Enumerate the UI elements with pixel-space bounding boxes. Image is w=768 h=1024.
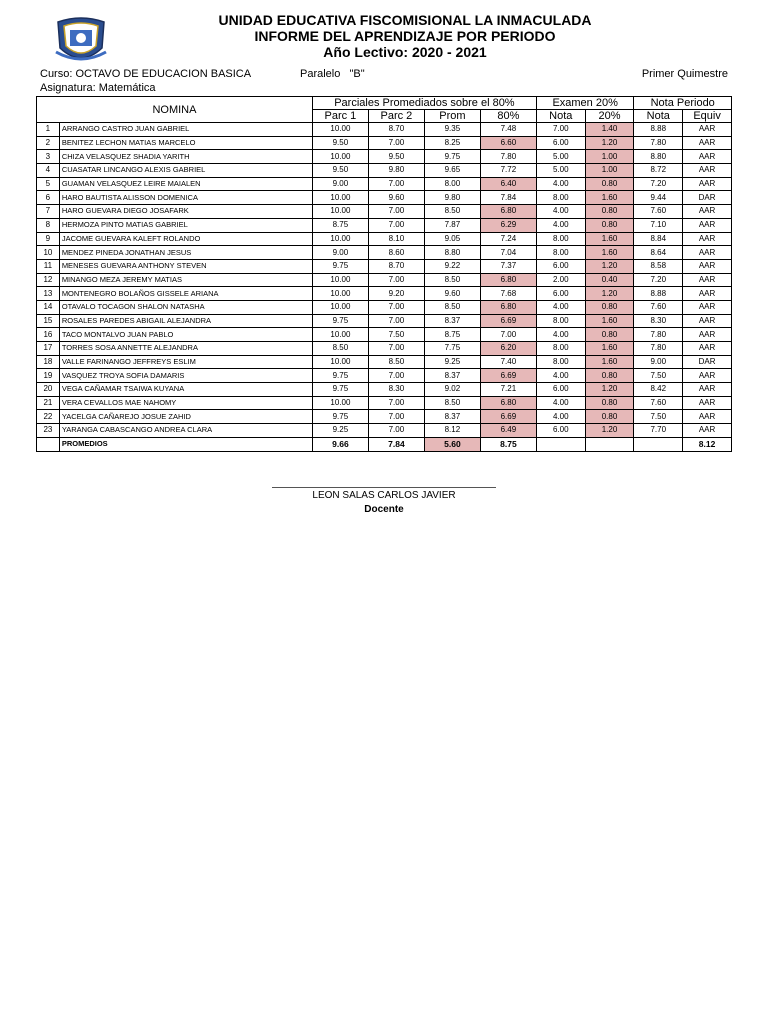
col-header-80pct: 80% — [480, 110, 536, 123]
student-name: VEGA CAÑAMAR TSAIWA KUYANA — [59, 383, 312, 397]
cell-parc1: 10.00 — [312, 273, 368, 287]
cell-prom: 9.05 — [424, 232, 480, 246]
cell-periodo-nota: 7.50 — [634, 410, 683, 424]
cell-parc1: 9.75 — [312, 314, 368, 328]
cell-periodo-nota: 7.20 — [634, 177, 683, 191]
cell-equiv: AAR — [683, 177, 732, 191]
cell-parc2: 7.00 — [368, 424, 424, 438]
cell-periodo-nota: 9.00 — [634, 355, 683, 369]
cell-prom: 8.50 — [424, 273, 480, 287]
cell-examen-nota: 4.00 — [536, 369, 585, 383]
signature-line — [272, 487, 496, 488]
subject-label: Asignatura: Matemática — [40, 82, 156, 94]
cell-examen-nota: 6.00 — [536, 259, 585, 273]
cell-parc2: 9.80 — [368, 164, 424, 178]
table-row — [37, 191, 732, 205]
cell-20pct: 0.40 — [585, 273, 634, 287]
table-row — [37, 342, 732, 356]
cell-parc1: 9.75 — [312, 410, 368, 424]
student-name: MINANGO MEZA JEREMY MATIAS — [59, 273, 312, 287]
cell-equiv: AAR — [683, 218, 732, 232]
row-number: 23 — [37, 424, 60, 438]
cell-20pct: 1.60 — [585, 342, 634, 356]
row-number: 22 — [37, 410, 60, 424]
cell-80pct: 6.80 — [480, 205, 536, 219]
cell-examen-nota: 4.00 — [536, 328, 585, 342]
cell-parc1: 8.75 — [312, 218, 368, 232]
cell-80pct: 7.21 — [480, 383, 536, 397]
cell-periodo-nota: 7.60 — [634, 300, 683, 314]
cell-periodo-nota: 8.88 — [634, 123, 683, 137]
table-row — [37, 164, 732, 178]
student-name: MENESES GUEVARA ANTHONY STEVEN — [59, 259, 312, 273]
table-row — [37, 205, 732, 219]
cell-examen-nota: 6.00 — [536, 383, 585, 397]
row-number: 20 — [37, 383, 60, 397]
student-name: ROSALES PAREDES ABIGAIL ALEJANDRA — [59, 314, 312, 328]
cell-80pct: 6.80 — [480, 300, 536, 314]
cell-periodo-nota: 7.80 — [634, 342, 683, 356]
cell-20pct: 1.00 — [585, 150, 634, 164]
cell-prom: 8.75 — [424, 328, 480, 342]
cell-20pct: 0.80 — [585, 328, 634, 342]
cell-parc1: 10.00 — [312, 232, 368, 246]
row-number: 11 — [37, 259, 60, 273]
cell-examen-nota: 5.00 — [536, 150, 585, 164]
cell-20pct: 1.60 — [585, 355, 634, 369]
cell-80pct: 6.69 — [480, 369, 536, 383]
col-header-examen-nota: Nota — [536, 110, 585, 123]
student-name: OTAVALO TOCAGON SHALON NATASHA — [59, 300, 312, 314]
cell-parc1: 10.00 — [312, 396, 368, 410]
cell-examen-nota: 6.00 — [536, 136, 585, 150]
cell-parc2: 9.60 — [368, 191, 424, 205]
examen-group-header: Examen 20% — [536, 97, 634, 110]
cell-parc2: 7.00 — [368, 410, 424, 424]
cell-parc2: 7.00 — [368, 218, 424, 232]
row-number: 12 — [37, 273, 60, 287]
cell-periodo-nota: 8.80 — [634, 150, 683, 164]
cell-examen-nota: 8.00 — [536, 314, 585, 328]
cell-80pct: 7.48 — [480, 123, 536, 137]
student-name: CUASATAR LINCANGO ALEXIS GABRIEL — [59, 164, 312, 178]
cell-periodo-nota: 7.10 — [634, 218, 683, 232]
row-number: 17 — [37, 342, 60, 356]
table-row — [37, 232, 732, 246]
cell-equiv: AAR — [683, 259, 732, 273]
cell-parc2: 8.30 — [368, 383, 424, 397]
row-number: 5 — [37, 177, 60, 191]
table-row — [37, 136, 732, 150]
cell-parc1: 9.75 — [312, 383, 368, 397]
cell-prom: 8.50 — [424, 205, 480, 219]
row-number: 7 — [37, 205, 60, 219]
table-row — [37, 273, 732, 287]
student-name: YARANGA CABASCANGO ANDREA CLARA — [59, 424, 312, 438]
cell-equiv: AAR — [683, 383, 732, 397]
cell-parc1: 10.00 — [312, 205, 368, 219]
school-title: UNIDAD EDUCATIVA FISCOMISIONAL LA INMACULADA — [218, 12, 592, 28]
report-header — [150, 12, 660, 60]
cell-equiv: AAR — [683, 369, 732, 383]
cell-prom: 8.50 — [424, 396, 480, 410]
cell-parc1: 10.00 — [312, 355, 368, 369]
cell-80pct: 6.80 — [480, 273, 536, 287]
cell-equiv: AAR — [683, 342, 732, 356]
cell-parc2: 8.70 — [368, 123, 424, 137]
cell-prom: 8.37 — [424, 314, 480, 328]
averages-blank — [37, 437, 60, 451]
cell-prom: 9.22 — [424, 259, 480, 273]
cell-prom: 8.80 — [424, 246, 480, 260]
cell-80pct: 6.49 — [480, 424, 536, 438]
cell-80pct: 6.29 — [480, 218, 536, 232]
row-number: 16 — [37, 328, 60, 342]
cell-parc2: 8.70 — [368, 259, 424, 273]
cell-equiv: DAR — [683, 355, 732, 369]
table-row — [37, 259, 732, 273]
teacher-role: Docente — [364, 504, 404, 515]
cell-parc2: 7.00 — [368, 314, 424, 328]
student-name: HARO GUEVARA DIEGO JOSAFARK — [59, 205, 312, 219]
student-name: YACELGA CAÑAREJO JOSUE ZAHID — [59, 410, 312, 424]
nomina-header: NOMINA — [37, 97, 313, 123]
row-number: 19 — [37, 369, 60, 383]
cell-20pct: 1.60 — [585, 314, 634, 328]
cell-20pct: 1.20 — [585, 259, 634, 273]
school-year: Año Lectivo: 2020 - 2021 — [323, 44, 487, 60]
cell-parc2: 7.50 — [368, 328, 424, 342]
cell-equiv: AAR — [683, 205, 732, 219]
cell-20pct: 0.80 — [585, 300, 634, 314]
table-row — [37, 383, 732, 397]
period-label: Primer Quimestre — [641, 68, 728, 80]
col-header-prom: Prom — [424, 110, 480, 123]
cell-parc1: 9.50 — [312, 136, 368, 150]
cell-periodo-nota: 8.30 — [634, 314, 683, 328]
cell-80pct: 6.69 — [480, 410, 536, 424]
cell-examen-nota: 4.00 — [536, 410, 585, 424]
cell-equiv: AAR — [683, 164, 732, 178]
row-number: 6 — [37, 191, 60, 205]
cell-examen-nota: 6.00 — [536, 424, 585, 438]
avg-80pct: 8.75 — [480, 437, 536, 451]
cell-equiv: AAR — [683, 123, 732, 137]
cell-examen-nota: 4.00 — [536, 177, 585, 191]
cell-20pct: 0.80 — [585, 410, 634, 424]
cell-20pct: 1.20 — [585, 424, 634, 438]
student-name: CHIZA VELASQUEZ SHADIA YARITH — [59, 150, 312, 164]
cell-parc2: 9.20 — [368, 287, 424, 301]
student-name: MONTENEGRO BOLAÑOS GISSELE ARIANA — [59, 287, 312, 301]
row-number: 13 — [37, 287, 60, 301]
cell-parc2: 7.00 — [368, 342, 424, 356]
cell-parc2: 7.00 — [368, 300, 424, 314]
cell-periodo-nota: 8.72 — [634, 164, 683, 178]
cell-prom: 9.35 — [424, 123, 480, 137]
cell-periodo-nota: 8.42 — [634, 383, 683, 397]
cell-equiv: AAR — [683, 287, 732, 301]
cell-parc1: 9.75 — [312, 259, 368, 273]
cell-periodo-nota: 7.80 — [634, 328, 683, 342]
cell-equiv: AAR — [683, 410, 732, 424]
cell-20pct: 1.60 — [585, 246, 634, 260]
cell-equiv: AAR — [683, 424, 732, 438]
cell-prom: 8.50 — [424, 300, 480, 314]
cell-parc1: 9.25 — [312, 424, 368, 438]
table-row — [37, 300, 732, 314]
student-name: VERA CEVALLOS MAE NAHOMY — [59, 396, 312, 410]
cell-prom: 8.25 — [424, 136, 480, 150]
table-row — [37, 123, 732, 137]
cell-80pct: 7.72 — [480, 164, 536, 178]
parciales-group-header: Parciales Promediados sobre el 80% — [312, 97, 536, 110]
col-header-20pct: 20% — [585, 110, 634, 123]
table-row — [37, 150, 732, 164]
cell-parc1: 10.00 — [312, 300, 368, 314]
cell-parc2: 7.00 — [368, 396, 424, 410]
avg-20pct — [585, 437, 634, 451]
avg-parc1: 9.66 — [312, 437, 368, 451]
avg-prom: 5.60 — [424, 437, 480, 451]
cell-80pct: 7.00 — [480, 328, 536, 342]
student-name: TACO MONTALVO JUAN PABLO — [59, 328, 312, 342]
cell-20pct: 0.80 — [585, 205, 634, 219]
cell-periodo-nota: 7.70 — [634, 424, 683, 438]
cell-equiv: AAR — [683, 273, 732, 287]
avg-equiv: 8.12 — [683, 437, 732, 451]
cell-parc1: 10.00 — [312, 150, 368, 164]
cell-equiv: AAR — [683, 328, 732, 342]
averages-label: PROMEDIOS — [59, 437, 312, 451]
student-name: BENITEZ LECHON MATIAS MARCELO — [59, 136, 312, 150]
table-row — [37, 424, 732, 438]
cell-parc1: 10.00 — [312, 123, 368, 137]
cell-equiv: AAR — [683, 136, 732, 150]
cell-parc2: 8.10 — [368, 232, 424, 246]
student-name: VALLE FARINANGO JEFFREYS ESLIM — [59, 355, 312, 369]
student-name: MENDEZ PINEDA JONATHAN JESUS — [59, 246, 312, 260]
table-row — [37, 369, 732, 383]
cell-parc1: 10.00 — [312, 191, 368, 205]
cell-parc2: 9.50 — [368, 150, 424, 164]
cell-parc1: 10.00 — [312, 287, 368, 301]
cell-prom: 9.80 — [424, 191, 480, 205]
student-name: JACOME GUEVARA KALEFT ROLANDO — [59, 232, 312, 246]
table-row — [37, 177, 732, 191]
col-header-equiv: Equiv — [683, 110, 732, 123]
cell-prom: 7.87 — [424, 218, 480, 232]
cell-examen-nota: 5.00 — [536, 164, 585, 178]
avg-parc2: 7.84 — [368, 437, 424, 451]
table-row — [37, 396, 732, 410]
cell-examen-nota: 4.00 — [536, 218, 585, 232]
cell-prom: 8.12 — [424, 424, 480, 438]
cell-20pct: 1.00 — [585, 164, 634, 178]
teacher-name: LEON SALAS CARLOS JAVIER — [312, 490, 456, 501]
cell-examen-nota: 4.00 — [536, 300, 585, 314]
cell-parc1: 9.75 — [312, 369, 368, 383]
student-name: TORRES SOSA ANNETTE ALEJANDRA — [59, 342, 312, 356]
cell-equiv: AAR — [683, 232, 732, 246]
row-number: 18 — [37, 355, 60, 369]
cell-80pct: 7.37 — [480, 259, 536, 273]
row-number: 14 — [37, 300, 60, 314]
cell-parc2: 8.60 — [368, 246, 424, 260]
row-number: 15 — [37, 314, 60, 328]
table-row — [37, 355, 732, 369]
cell-prom: 7.75 — [424, 342, 480, 356]
cell-20pct: 1.20 — [585, 287, 634, 301]
course-label: Curso: OCTAVO DE EDUCACION BASICA — [40, 68, 252, 80]
cell-periodo-nota: 8.84 — [634, 232, 683, 246]
cell-prom: 9.65 — [424, 164, 480, 178]
cell-periodo-nota: 9.44 — [634, 191, 683, 205]
cell-parc2: 7.00 — [368, 177, 424, 191]
student-name: HARO BAUTISTA ALISSON DOMENICA — [59, 191, 312, 205]
col-header-parc2: Parc 2 — [368, 110, 424, 123]
cell-80pct: 7.04 — [480, 246, 536, 260]
row-number: 1 — [37, 123, 60, 137]
cell-20pct: 0.80 — [585, 218, 634, 232]
cell-examen-nota: 8.00 — [536, 232, 585, 246]
school-crest-logo — [52, 12, 110, 70]
row-number: 2 — [37, 136, 60, 150]
cell-parc2: 7.00 — [368, 369, 424, 383]
grades-table — [36, 96, 732, 452]
cell-equiv: AAR — [683, 246, 732, 260]
row-number: 10 — [37, 246, 60, 260]
cell-periodo-nota: 7.60 — [634, 205, 683, 219]
cell-equiv: AAR — [683, 314, 732, 328]
cell-examen-nota: 8.00 — [536, 355, 585, 369]
avg-examen-nota — [536, 437, 585, 451]
cell-periodo-nota: 7.60 — [634, 396, 683, 410]
table-row — [37, 287, 732, 301]
cell-80pct: 6.60 — [480, 136, 536, 150]
cell-80pct: 7.84 — [480, 191, 536, 205]
cell-prom: 8.37 — [424, 410, 480, 424]
cell-examen-nota: 4.00 — [536, 396, 585, 410]
row-number: 3 — [37, 150, 60, 164]
table-row — [37, 410, 732, 424]
cell-equiv: AAR — [683, 300, 732, 314]
student-name: HERMOZA PINTO MATIAS GABRIEL — [59, 218, 312, 232]
row-number: 8 — [37, 218, 60, 232]
nota-periodo-group-header: Nota Periodo — [634, 97, 732, 110]
cell-20pct: 1.40 — [585, 123, 634, 137]
cell-20pct: 0.80 — [585, 369, 634, 383]
cell-parc1: 9.00 — [312, 246, 368, 260]
table-row — [37, 328, 732, 342]
col-header-periodo-nota: Nota — [634, 110, 683, 123]
cell-prom: 9.02 — [424, 383, 480, 397]
cell-periodo-nota: 7.80 — [634, 136, 683, 150]
cell-parc1: 9.50 — [312, 164, 368, 178]
row-number: 9 — [37, 232, 60, 246]
cell-80pct: 6.69 — [480, 314, 536, 328]
cell-80pct: 6.40 — [480, 177, 536, 191]
cell-80pct: 7.68 — [480, 287, 536, 301]
cell-20pct: 1.20 — [585, 383, 634, 397]
table-row — [37, 314, 732, 328]
cell-20pct: 1.20 — [585, 136, 634, 150]
cell-80pct: 6.20 — [480, 342, 536, 356]
cell-parc1: 9.00 — [312, 177, 368, 191]
student-name: ARRANGO CASTRO JUAN GABRIEL — [59, 123, 312, 137]
cell-parc2: 8.50 — [368, 355, 424, 369]
cell-80pct: 7.80 — [480, 150, 536, 164]
cell-examen-nota: 8.00 — [536, 246, 585, 260]
cell-examen-nota: 8.00 — [536, 342, 585, 356]
cell-examen-nota: 7.00 — [536, 123, 585, 137]
col-header-parc1: Parc 1 — [312, 110, 368, 123]
cell-parc2: 7.00 — [368, 136, 424, 150]
cell-examen-nota: 8.00 — [536, 191, 585, 205]
cell-equiv: DAR — [683, 191, 732, 205]
cell-parc1: 10.00 — [312, 328, 368, 342]
cell-examen-nota: 6.00 — [536, 287, 585, 301]
student-name: VASQUEZ TROYA SOFIA DAMARIS — [59, 369, 312, 383]
cell-equiv: AAR — [683, 396, 732, 410]
cell-20pct: 1.60 — [585, 232, 634, 246]
cell-examen-nota: 2.00 — [536, 273, 585, 287]
cell-80pct: 6.80 — [480, 396, 536, 410]
row-number: 21 — [37, 396, 60, 410]
cell-20pct: 0.80 — [585, 177, 634, 191]
cell-periodo-nota: 7.20 — [634, 273, 683, 287]
cell-prom: 9.75 — [424, 150, 480, 164]
report-title: INFORME DEL APRENDIZAJE POR PERIODO — [254, 28, 556, 44]
cell-periodo-nota: 8.64 — [634, 246, 683, 260]
cell-parc2: 7.00 — [368, 273, 424, 287]
cell-examen-nota: 4.00 — [536, 205, 585, 219]
cell-prom: 8.00 — [424, 177, 480, 191]
cell-periodo-nota: 7.50 — [634, 369, 683, 383]
cell-equiv: AAR — [683, 150, 732, 164]
cell-20pct: 0.80 — [585, 396, 634, 410]
section-label: Paralelo "B" — [300, 68, 365, 80]
avg-periodo-nota — [634, 437, 683, 451]
grades-body — [37, 123, 732, 452]
cell-80pct: 7.40 — [480, 355, 536, 369]
table-row — [37, 218, 732, 232]
table-row — [37, 246, 732, 260]
cell-periodo-nota: 8.58 — [634, 259, 683, 273]
cell-prom: 9.60 — [424, 287, 480, 301]
row-number: 4 — [37, 164, 60, 178]
cell-periodo-nota: 8.88 — [634, 287, 683, 301]
cell-prom: 8.37 — [424, 369, 480, 383]
cell-20pct: 1.60 — [585, 191, 634, 205]
cell-parc1: 8.50 — [312, 342, 368, 356]
cell-prom: 9.25 — [424, 355, 480, 369]
cell-80pct: 7.24 — [480, 232, 536, 246]
student-name: GUAMAN VELASQUEZ LEIRE MAIALEN — [59, 177, 312, 191]
cell-parc2: 7.00 — [368, 205, 424, 219]
averages-row — [37, 437, 732, 451]
